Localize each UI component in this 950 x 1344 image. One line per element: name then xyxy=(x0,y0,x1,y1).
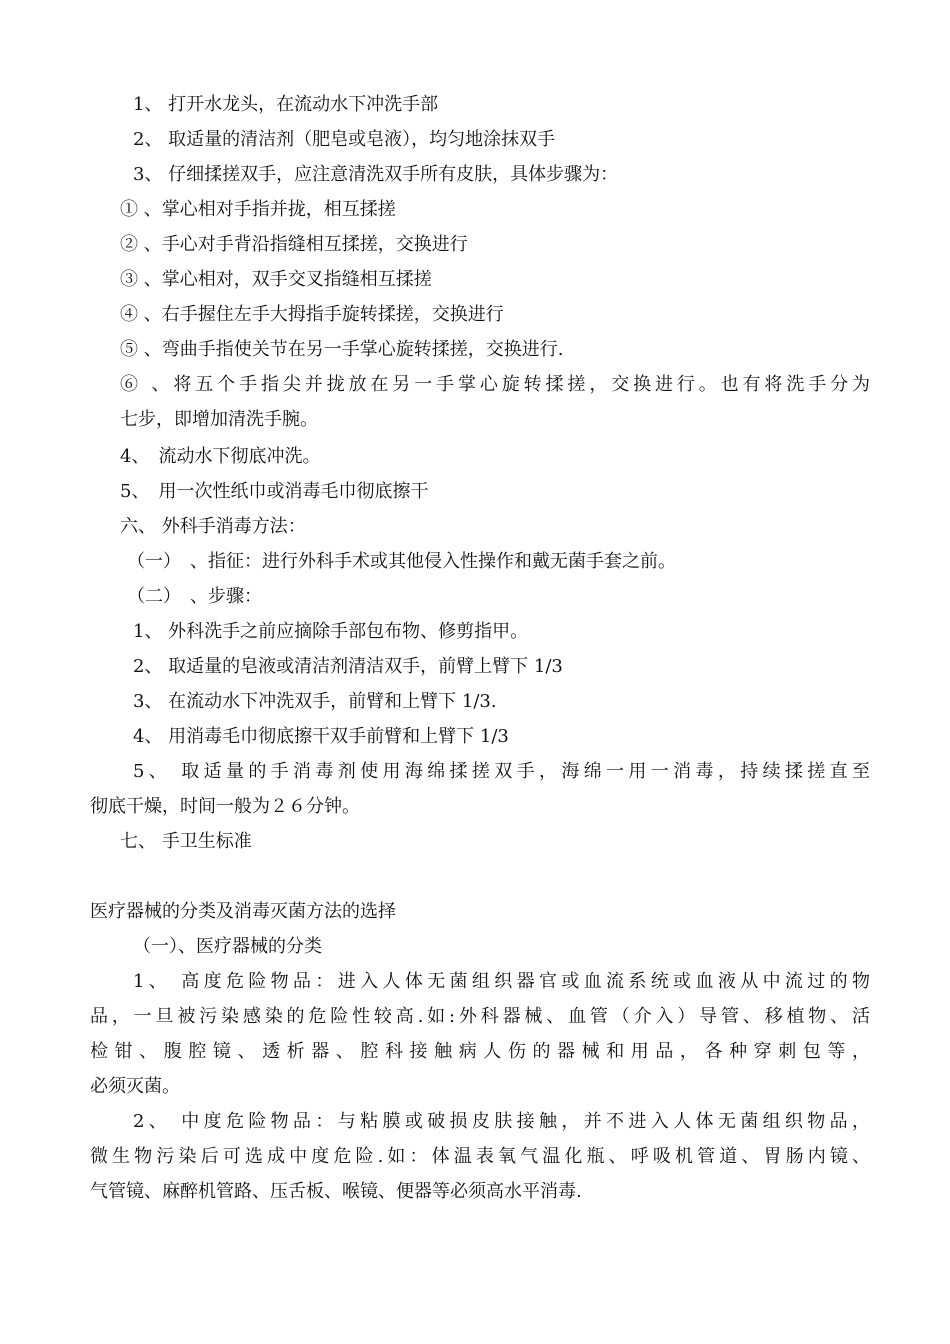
surgical-step-4: 4、 用消毒毛巾彻底擦干双手前臂和上臂下 1/3 xyxy=(133,726,509,747)
rub-step-4: ④ 、右手握住左手大拇指手旋转揉搓，交换进行 xyxy=(120,304,504,325)
medium-risk-line-1: 2、 中度危险物品：与粘膜或破损皮肤接触，并不进入人体无菌组织物品， xyxy=(133,1111,870,1132)
rub-step-5: ⑤ 、弯曲手指使关节在另一手掌心旋转揉搓，交换进行. xyxy=(120,339,564,360)
surgical-step-1: 1、 外科洗手之前应摘除手部包布物、修剪指甲。 xyxy=(133,621,529,642)
handwash-step-2: 2、 取适量的清洁剂（肥皂或皂液），均匀地涂抹双手 xyxy=(133,129,556,150)
rub-step-6-cont: 七步，即增加清洗手腕。 xyxy=(120,409,318,430)
handwash-step-1: 1、 打开水龙头，在流动水下冲洗手部 xyxy=(133,94,439,115)
medium-risk-line-2: 微生物污染后可选成中度危险.如：体温表氧气温化瓶、呼吸机管道、胃肠内镜、 xyxy=(90,1146,870,1167)
devices-title: 医疗器械的分类及消毒灭菌方法的选择 xyxy=(90,901,396,922)
high-risk-line-3: 检钳、腹腔镜、透析器、腔科接触病人伤的器械和用品，各种穿刺包等， xyxy=(90,1041,870,1062)
rub-step-1: ① 、掌心相对手指并拢，相互揉搓 xyxy=(120,199,396,220)
handwash-step-5: 5、 用一次性纸巾或消毒毛巾彻底擦干 xyxy=(120,481,429,502)
surgical-steps-heading: （二） 、步骤： xyxy=(127,586,262,607)
rub-step-2: ② 、手心对手背沿指缝相互揉搓，交换进行 xyxy=(120,234,468,255)
handwash-step-3: 3、 仔细揉搓双手，应注意清洗双手所有皮肤，具体步骤为： xyxy=(133,164,619,185)
surgical-step-3: 3、 在流动水下冲洗双手，前臂和上臂下 1/3. xyxy=(133,691,497,712)
hygiene-standard-heading: 七、 手卫生标准 xyxy=(120,831,252,852)
high-risk-line-2: 品，一旦被污染感染的危险性较高.如:外科器械、血管（介入）导管、移植物、活 xyxy=(90,1006,870,1027)
surgical-heading: 六、 外科手消毒方法： xyxy=(120,516,306,537)
rub-step-3: ③ 、掌心相对，双手交叉指缝相互揉搓 xyxy=(120,269,432,290)
rub-step-6: ⑥ 、将五个手指尖并拢放在另一手掌心旋转揉搓，交换进行。也有将洗手分为 xyxy=(120,374,870,395)
medium-risk-line-3: 气管镜、麻醉机管路、压舌板、喉镜、便器等必须高水平消毒. xyxy=(90,1181,582,1202)
handwash-step-4: 4、 流动水下彻底冲洗。 xyxy=(120,446,321,467)
high-risk-line-1: 1、 高度危险物品：进入人体无菌组织器官或血流系统或血液从中流过的物 xyxy=(133,971,870,992)
surgical-step-5: 5、 取适量的手消毒剂使用海绵揉搓双手，海绵一用一消毒，持续揉搓直至 xyxy=(133,761,870,782)
surgical-indication: （一） 、指征：进行外科手术或其他侵入性操作和戴无菌手套之前。 xyxy=(127,551,676,572)
devices-subheading: （一）、医疗器械的分类 xyxy=(133,936,322,957)
high-risk-line-4: 必须灭菌。 xyxy=(90,1076,180,1097)
surgical-step-5-cont: 彻底干燥，时间一般为２６分钟。 xyxy=(90,796,360,817)
surgical-step-2: 2、 取适量的皂液或清洁剂清洁双手，前臂上臂下 1/3 xyxy=(133,656,563,677)
